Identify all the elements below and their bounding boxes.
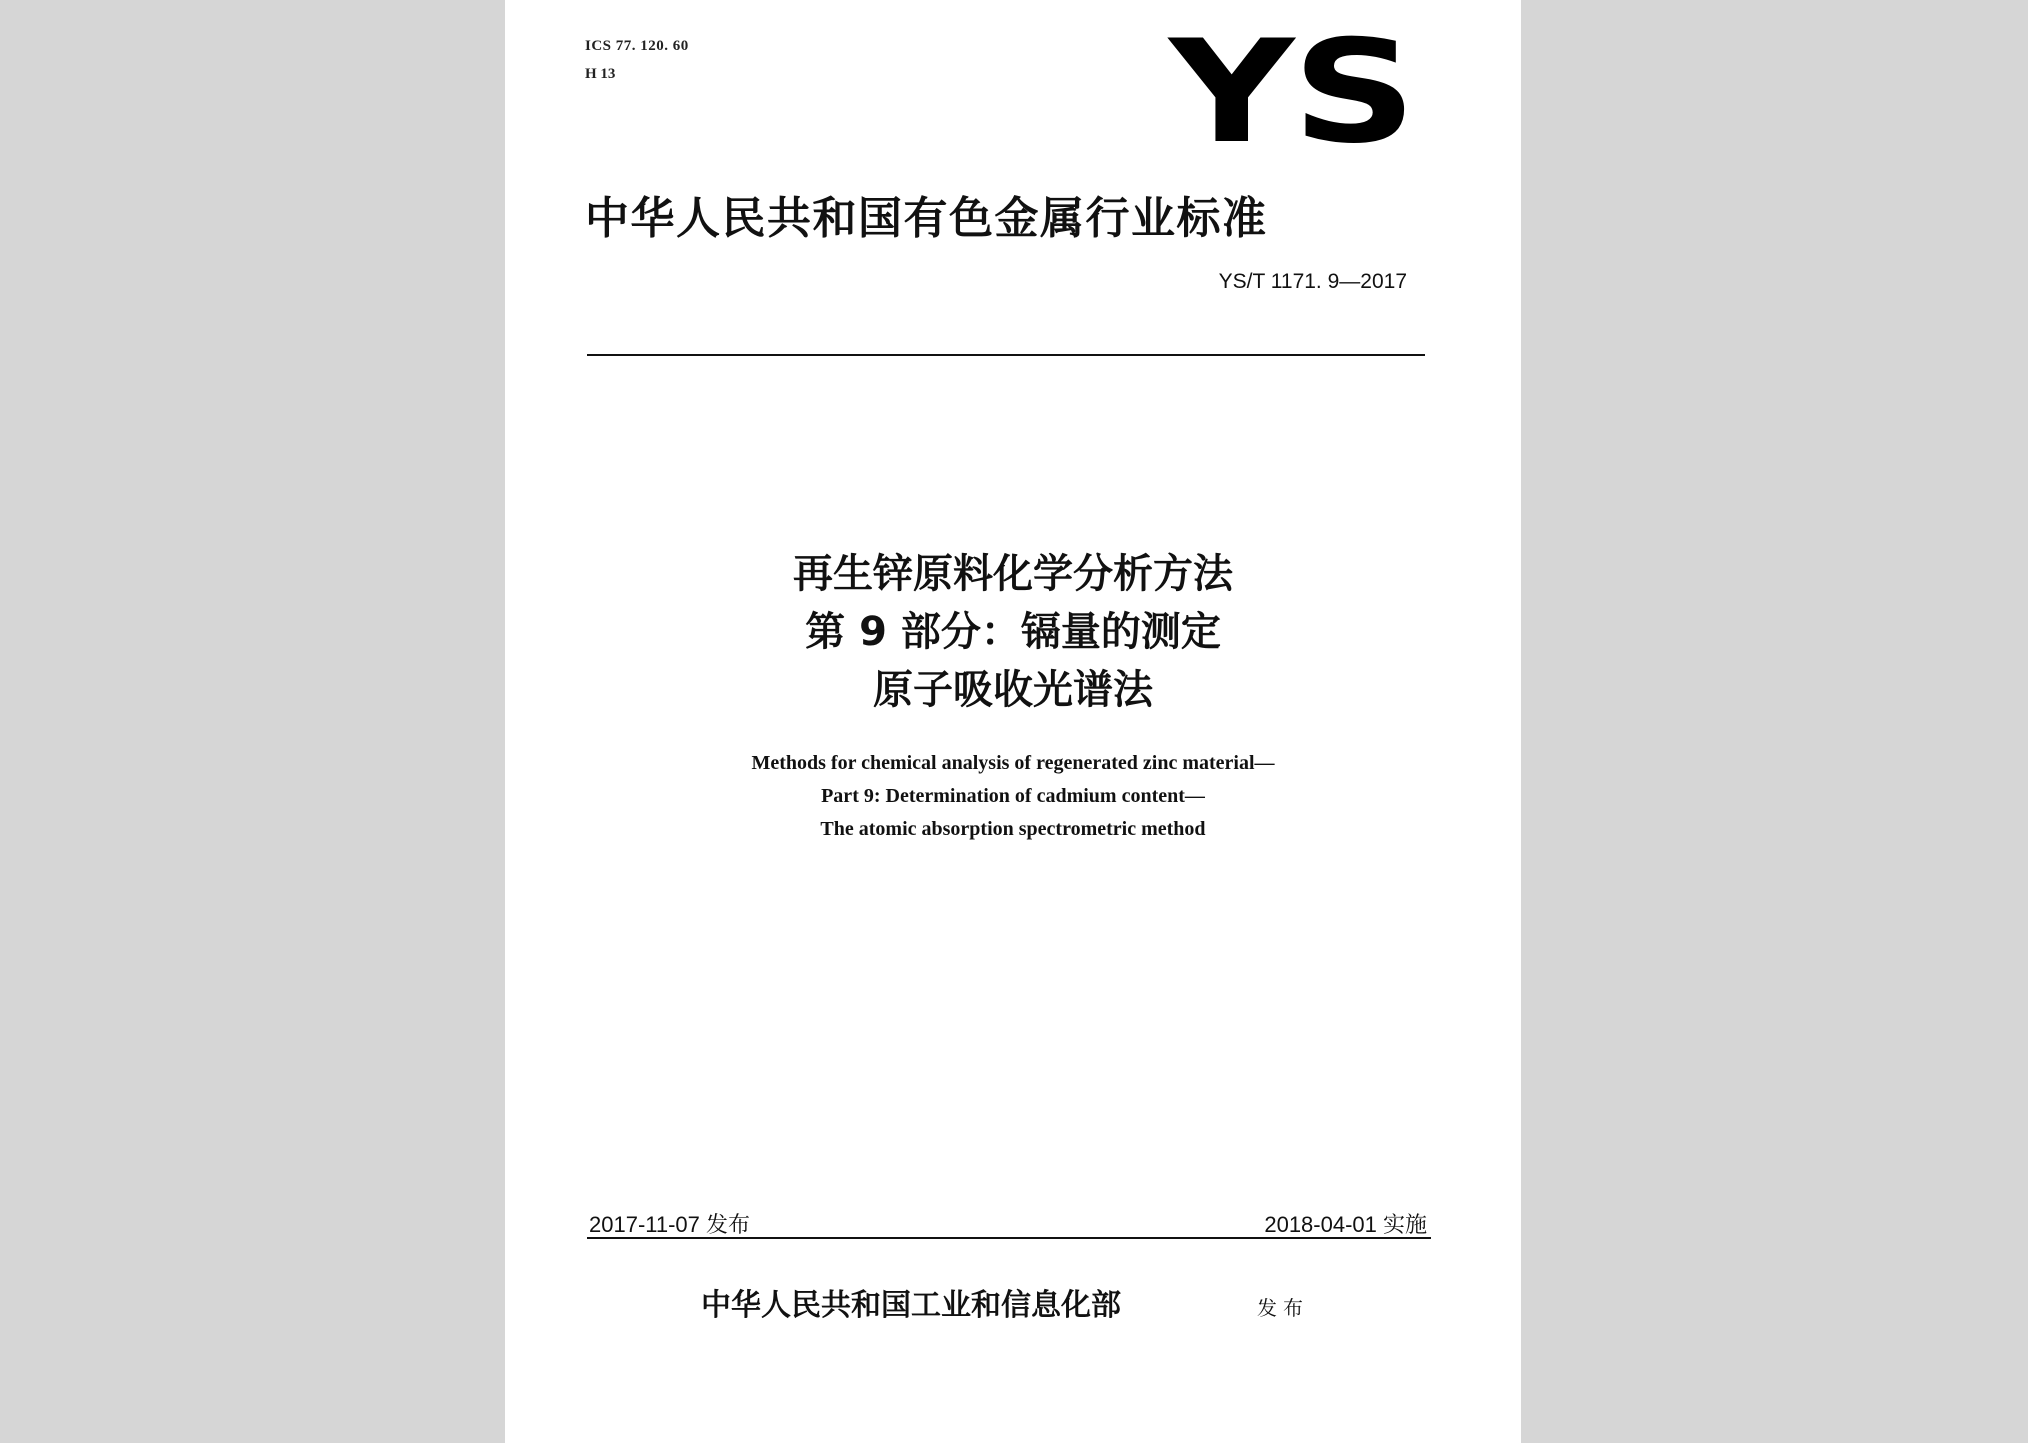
classification-code: H 13 <box>585 66 616 82</box>
title-en-line-1: Methods for chemical analysis of regenerated zinc material— <box>751 752 1275 774</box>
top-divider <box>587 354 1425 356</box>
bottom-divider <box>587 1237 1431 1239</box>
implementation-date: 2018-04-01 实施 <box>1264 1212 1427 1237</box>
standard-category: 中华人民共和国有色金属行业标准 <box>585 193 1268 244</box>
issuing-authority: 中华人民共和国工业和信息化部 <box>701 1288 1121 1323</box>
ics-code: ICS 77. 120. 60 <box>585 38 689 54</box>
title-en-line-3: The atomic absorption spectrometric method <box>820 818 1206 840</box>
standard-number: YS/T 1171. 9—2017 <box>1218 270 1407 293</box>
title-zh-line-1: 再生锌原料化学分析方法 <box>793 551 1233 597</box>
title-zh-line-3: 原子吸收光谱法 <box>873 667 1153 713</box>
document-page <box>505 0 1521 1443</box>
title-en-line-2: Part 9: Determination of cadmium content— <box>821 785 1205 807</box>
issue-date: 2017-11-07 发布 <box>589 1212 751 1237</box>
title-zh-line-2: 第 9 部分：镉量的测定 <box>805 609 1221 655</box>
issue-action: 发布 <box>1257 1296 1309 1320</box>
ys-logo: YS <box>1169 10 1415 175</box>
